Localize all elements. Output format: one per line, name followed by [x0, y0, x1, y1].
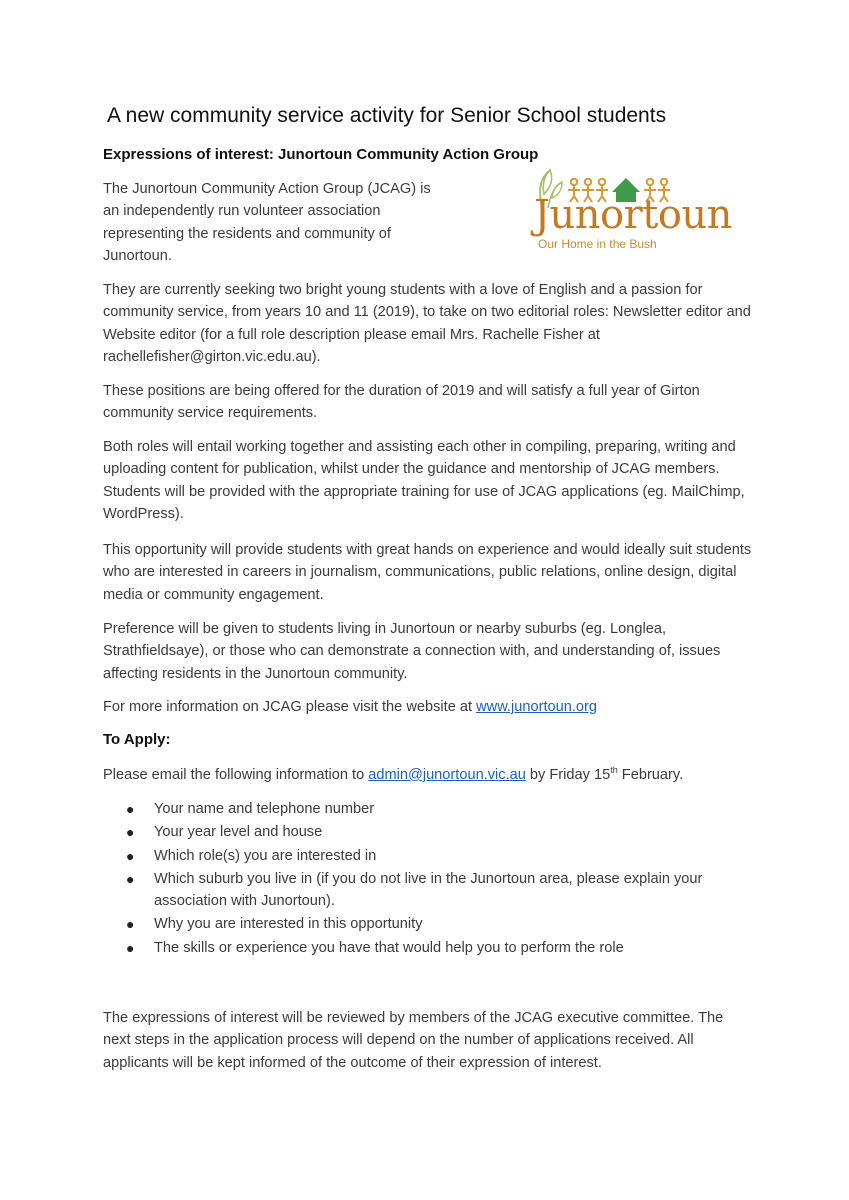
- website-text: For more information on JCAG please visit the website at: [103, 699, 477, 715]
- list-item-text: Your year level and house: [154, 824, 323, 841]
- website-paragraph: [103, 696, 753, 718]
- list-item-text: Why you are interested in this opportunity: [154, 916, 423, 933]
- apply-email-link[interactable]: admin@junortoun.vic.au: [368, 767, 526, 783]
- apply-text: Please email the following information to: [103, 767, 369, 783]
- apply-heading: To Apply:: [103, 731, 171, 748]
- roles-paragraph: They are currently seeking two bright young students with a love of English and a passion for community service, from years 10 and 11 (2019), to take on two editorial roles: Newsletter editor and Website editor (for a full role description please email Mrs. Rachelle Fisher at rachellefisher@girton.vic.edu.au).: [103, 282, 751, 365]
- page-subtitle: Expressions of interest: Junortoun Community Action Group: [103, 146, 539, 163]
- bullet-icon: ●: [126, 847, 135, 864]
- list-item: [126, 937, 756, 959]
- list-item-text: Your name and telephone number: [154, 801, 375, 817]
- date-suffix: th: [610, 765, 618, 776]
- list-item-text: Which role(s) you are interested in: [154, 847, 377, 864]
- bullet-icon: ●: [126, 801, 135, 817]
- logo-tagline: Our Home in the Bush: [538, 237, 657, 251]
- preference-paragraph: Preference will be given to students living in Junortoun or nearby suburbs (eg. Longlea, Strathfieldsaye), or those who can demonstrate a connection with, and understanding of, issues affecting residents in the Junortoun community.: [103, 621, 721, 682]
- requirements-list: [126, 798, 756, 960]
- list-item: [126, 821, 756, 843]
- list-item: [126, 868, 756, 913]
- website-link[interactable]: www.junortoun.org: [476, 699, 597, 715]
- list-item-text: Which suburb you live in (if you do not live in the Junortoun area, please explain your association with Junortoun).: [154, 870, 703, 910]
- opportunity-paragraph: This opportunity will provide students with great hands on experience and would ideally suit students who are interested in careers in journalism, communications, public relations, online design, digital media or community engagement.: [103, 542, 752, 603]
- bullet-icon: ●: [126, 824, 135, 841]
- list-item: [126, 913, 756, 935]
- intro-paragraph: The Junortoun Community Action Group (JCAG) is an independently run volunteer association representing the residents and community of Junortoun.: [103, 181, 431, 264]
- apply-date-text: by Friday 15: [525, 767, 611, 783]
- apply-paragraph: [103, 764, 763, 786]
- bullet-icon: ●: [126, 939, 135, 956]
- apply-month-text: February.: [617, 767, 684, 783]
- responsibilities-paragraph: Both roles will entail working together and assisting each other in compiling, preparing, writing and uploading content for publication, whilst under the guidance and mentorship of JCAG members. Students will be provided with the appropriate training for use of JCAG applications (eg. MailChimp, WordPress).: [103, 439, 745, 522]
- list-item: [126, 798, 756, 820]
- list-item: [126, 845, 756, 867]
- junortoun-logo: [528, 168, 740, 254]
- bullet-icon: ●: [126, 870, 135, 887]
- logo-wordmark: Junortoun: [534, 192, 732, 238]
- page-title: A new community service activity for Senior School students: [107, 104, 667, 127]
- closing-paragraph: The expressions of interest will be reviewed by members of the JCAG executive committee. The next steps in the application process will depend on the number of applications received. All applicants will be kept informed of the outcome of their expression of interest.: [103, 1010, 724, 1071]
- duration-paragraph: These positions are being offered for the duration of 2019 and will satisfy a full year of Girton community service requirements.: [103, 383, 700, 422]
- bullet-icon: ●: [126, 916, 135, 933]
- list-item-text: The skills or experience you have that would help you to perform the role: [154, 939, 624, 956]
